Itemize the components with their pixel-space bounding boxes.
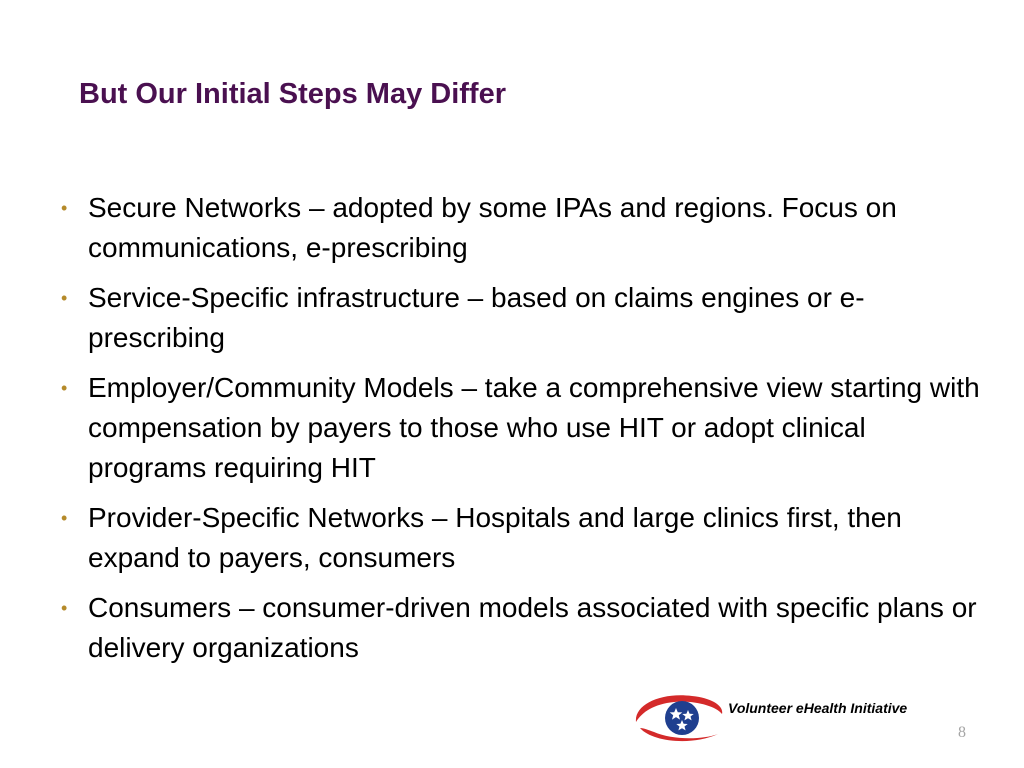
bullet-dot-icon: •: [61, 198, 68, 218]
bullet-dot-icon: •: [61, 598, 68, 618]
slide-title: But Our Initial Steps May Differ: [79, 78, 506, 110]
footer-organization-name: Volunteer eHealth Initiative: [728, 700, 908, 716]
logo-graphic: [632, 688, 728, 746]
page-number: 8: [958, 724, 966, 741]
bullet-dot-icon: •: [61, 508, 68, 528]
bullet-list: [60, 188, 980, 678]
bullet-text: Consumers – consumer-driven models associated with specific plans or delivery organizations: [88, 592, 977, 663]
bullet-text: Service-Specific infrastructure – based on claims engines or e-prescribing: [88, 282, 865, 353]
bullet-text: Secure Networks – adopted by some IPAs and regions. Focus on communications, e-prescribing: [88, 192, 897, 263]
bullet-item: [60, 588, 980, 668]
bullet-dot-icon: •: [61, 378, 68, 398]
bullet-item: [60, 368, 980, 488]
bullet-text: Employer/Community Models – take a comprehensive view starting with compensation by payers to those who use HIT or adopt clinical programs requiring HIT: [88, 372, 980, 483]
bullet-item: [60, 278, 980, 358]
bullet-dot-icon: •: [61, 288, 68, 308]
bullet-item: [60, 188, 980, 268]
bullet-item: [60, 498, 980, 578]
tennessee-tristar-logo-icon: [632, 688, 728, 746]
bullet-text: Provider-Specific Networks – Hospitals and large clinics first, then expand to payers, consumers: [88, 502, 902, 573]
logo-blue-circle: [665, 701, 699, 735]
